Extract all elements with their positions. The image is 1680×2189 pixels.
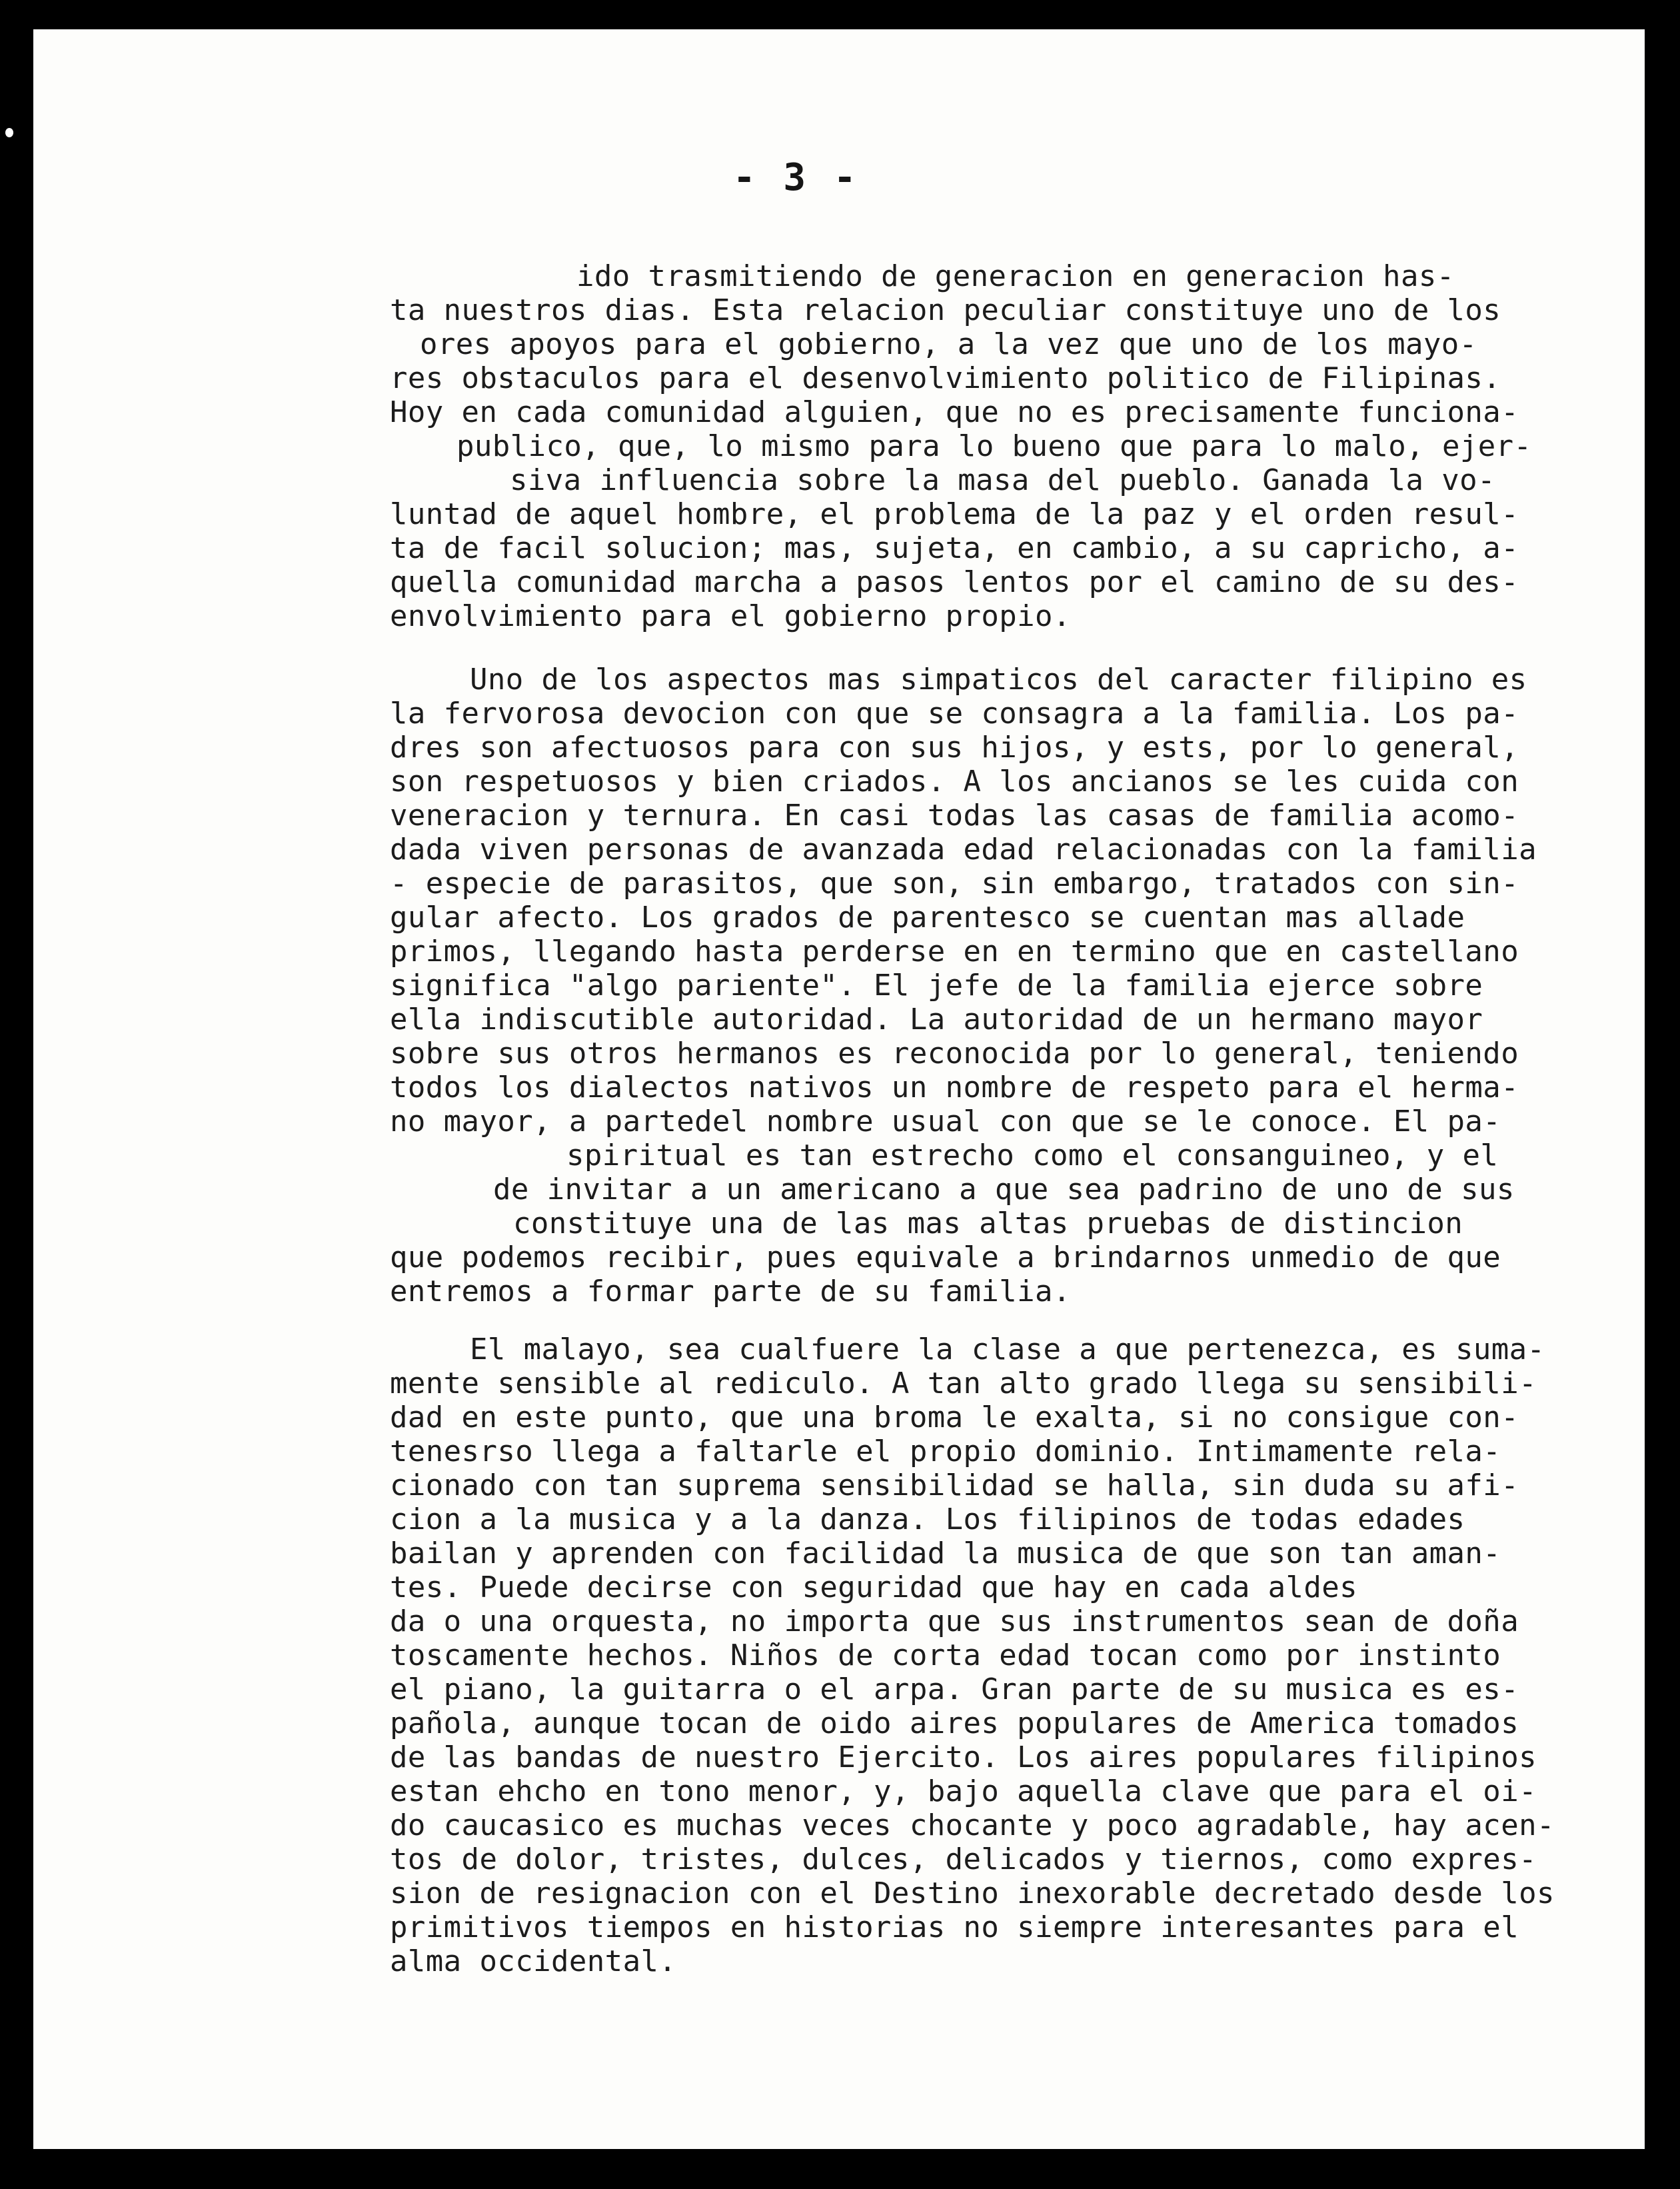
text-line: ta de facil solucion; mas, sujeta, en cambio, a su capricho, a-: [390, 531, 1519, 565]
text-line: de las bandas de nuestro Ejercito. Los aires populares filipinos: [390, 1740, 1537, 1774]
text-line: ta nuestros dias. Esta relacion peculiar constituye uno de los: [390, 293, 1501, 327]
text-line: ella indiscutible autoridad. La autoridad de un hermano mayor: [390, 1003, 1483, 1037]
text-line: dad en este punto, que una broma le exalta, si no consigue con-: [390, 1400, 1519, 1434]
text-line: ores apoyos para el gobierno, a la vez que uno de los mayo-: [420, 327, 1477, 361]
scan-speck: [5, 128, 13, 137]
text-line: todos los dialectos nativos un nombre de respeto para el herma-: [390, 1071, 1519, 1104]
text-line: siva influencia sobre la masa del pueblo. Ganada la vo-: [510, 463, 1495, 497]
text-line: publico, que, lo mismo para lo bueno que para lo malo, ejer-: [456, 429, 1532, 463]
text-line: quella comunidad marcha a pasos lentos por el camino de su des-: [390, 565, 1519, 599]
text-line: mente sensible al rediculo. A tan alto grado llega su sensibili-: [390, 1366, 1537, 1400]
text-line: significa "algo pariente". El jefe de la familia ejerce sobre: [390, 969, 1483, 1003]
text-line: toscamente hechos. Niños de corta edad tocan como por instinto: [390, 1638, 1501, 1672]
text-line: res obstaculos para el desenvolvimiento politico de Filipinas.: [390, 361, 1501, 395]
text-line: Hoy en cada comunidad alguien, que no es precisamente funciona-: [390, 395, 1519, 429]
text-line: luntad de aquel hombre, el problema de la paz y el orden resul-: [390, 497, 1519, 531]
text-line: do caucasico es muchas veces chocante y poco agradable, hay acen-: [390, 1808, 1555, 1842]
document-page: [33, 29, 1645, 2149]
text-line: estan ehcho en tono menor, y, bajo aquella clave que para el oi-: [390, 1774, 1537, 1808]
text-line: la fervorosa devocion con que se consagra a la familia. Los pa-: [390, 697, 1519, 731]
text-line: tos de dolor, tristes, dulces, delicados y tiernos, como expres-: [390, 1842, 1537, 1876]
text-line: veneracion y ternura. En casi todas las casas de familia acomo-: [390, 799, 1519, 833]
text-line: cionado con tan suprema sensibilidad se halla, sin duda su afi-: [390, 1468, 1519, 1502]
text-line: Uno de los aspectos mas simpaticos del caracter filipino es: [470, 663, 1527, 697]
paragraph-2: [390, 663, 1537, 1308]
paragraph-1: [390, 259, 1531, 633]
text-line: de invitar a un americano a que sea padrino de uno de sus: [493, 1172, 1515, 1206]
text-line: entremos a formar parte de su familia.: [390, 1274, 1071, 1308]
text-line: sobre sus otros hermanos es reconocida por lo general, teniendo: [390, 1037, 1519, 1071]
text-line: constituye una de las mas altas pruebas de distincion: [513, 1206, 1463, 1240]
text-line: da o una orquesta, no importa que sus instrumentos sean de doña: [390, 1604, 1519, 1638]
text-line: dres son afectuosos para con sus hijos, y ests, por lo general,: [390, 731, 1519, 765]
text-line: bailan y aprenden con facilidad la musica de que son tan aman-: [390, 1536, 1501, 1570]
text-line: El malayo, sea cualfuere la clase a que pertenezca, es suma-: [470, 1332, 1545, 1366]
text-line: primitivos tiempos en historias no siempre interesantes para el: [390, 1910, 1519, 1944]
text-line: el piano, la guitarra o el arpa. Gran parte de su musica es es-: [390, 1672, 1519, 1706]
text-line: tenesrso llega a faltarle el propio dominio. Intimamente rela-: [390, 1434, 1501, 1468]
text-line: gular afecto. Los grados de parentesco se cuentan mas allade: [390, 901, 1465, 935]
page-number: - 3 -: [733, 156, 859, 199]
text-line: tes. Puede decirse con seguridad que hay en cada aldes: [390, 1570, 1358, 1604]
text-line: pañola, aunque tocan de oido aires populares de America tomados: [390, 1706, 1519, 1740]
text-line: sion de resignacion con el Destino inexorable decretado desde los: [390, 1876, 1555, 1910]
text-line: son respetuosos y bien criados. A los ancianos se les cuida con: [390, 765, 1519, 799]
text-line: primos, llegando hasta perderse en en termino que en castellano: [390, 935, 1519, 969]
text-line: spiritual es tan estrecho como el consanguineo, y el: [566, 1138, 1499, 1172]
text-line: - especie de parasitos, que son, sin embargo, tratados con sin-: [390, 867, 1519, 901]
paragraph-3: [390, 1332, 1555, 1978]
text-line: no mayor, a partedel nombre usual con que se le conoce. El pa-: [390, 1104, 1501, 1138]
text-line: alma occidental.: [390, 1944, 677, 1978]
text-line: cion a la musica y a la danza. Los filipinos de todas edades: [390, 1502, 1465, 1536]
text-line: envolvimiento para el gobierno propio.: [390, 599, 1071, 633]
text-line: dada viven personas de avanzada edad relacionadas con la familia: [390, 833, 1537, 867]
text-line: ido trasmitiendo de generacion en generacion has-: [576, 259, 1455, 293]
text-line: que podemos recibir, pues equivale a brindarnos unmedio de que: [390, 1240, 1501, 1274]
